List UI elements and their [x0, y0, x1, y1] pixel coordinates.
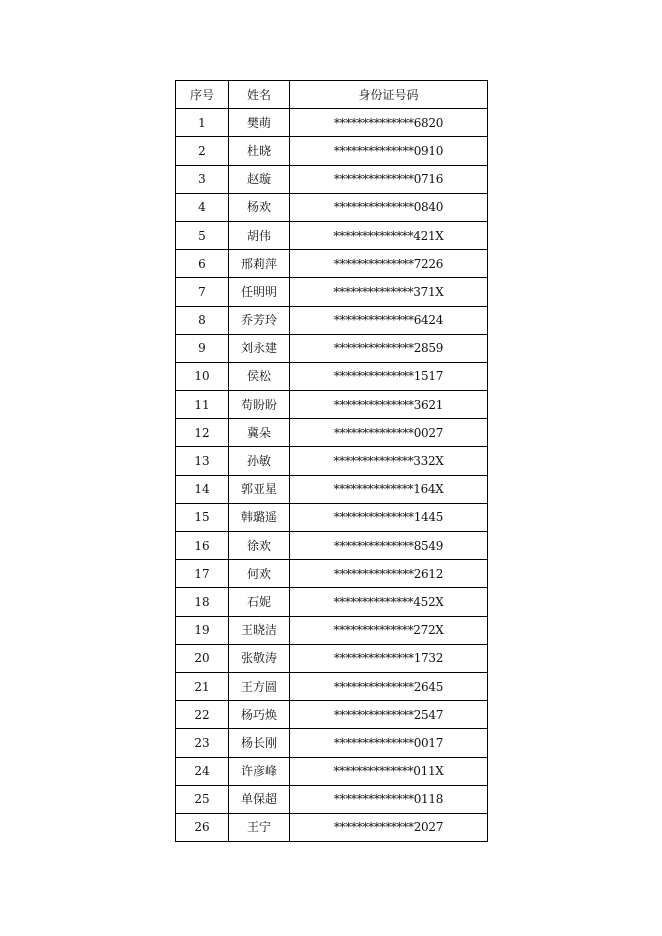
- id-number-cell: **************2612: [290, 560, 488, 588]
- name-cell: 乔芳玲: [229, 306, 290, 334]
- table-row: [176, 137, 488, 165]
- table-row: [176, 250, 488, 278]
- serial-number-cell: 24: [176, 757, 229, 785]
- table-header-row: [176, 81, 488, 109]
- table-row: [176, 475, 488, 503]
- table-row: [176, 616, 488, 644]
- name-cell: 王方圆: [229, 672, 290, 700]
- id-number-cell: **************6424: [290, 306, 488, 334]
- name-cell: 王宁: [229, 813, 290, 841]
- serial-number-cell: 25: [176, 785, 229, 813]
- table-row: [176, 334, 488, 362]
- serial-number-cell: 6: [176, 250, 229, 278]
- name-cell: 王晓洁: [229, 616, 290, 644]
- name-cell: 单保超: [229, 785, 290, 813]
- id-number-cell: **************1517: [290, 362, 488, 390]
- id-number-cell: **************0910: [290, 137, 488, 165]
- name-cell: 何欢: [229, 560, 290, 588]
- name-cell: 杨欢: [229, 193, 290, 221]
- serial-number-cell: 9: [176, 334, 229, 362]
- name-cell: 邢莉萍: [229, 250, 290, 278]
- table-row: [176, 560, 488, 588]
- name-cell: 杜晓: [229, 137, 290, 165]
- name-cell: 徐欢: [229, 532, 290, 560]
- header-serial-number: 序号: [176, 81, 229, 109]
- id-number-cell: **************272X: [290, 616, 488, 644]
- table-row: [176, 362, 488, 390]
- name-cell: 赵璇: [229, 165, 290, 193]
- id-number-cell: **************421X: [290, 221, 488, 249]
- name-cell: 石妮: [229, 588, 290, 616]
- name-cell: 苟盼盼: [229, 391, 290, 419]
- serial-number-cell: 2: [176, 137, 229, 165]
- id-number-cell: **************3621: [290, 391, 488, 419]
- serial-number-cell: 13: [176, 447, 229, 475]
- table-row: [176, 278, 488, 306]
- name-cell: 许彦峰: [229, 757, 290, 785]
- id-number-cell: **************371X: [290, 278, 488, 306]
- id-number-cell: **************011X: [290, 757, 488, 785]
- id-number-cell: **************8549: [290, 532, 488, 560]
- name-cell: 郭亚星: [229, 475, 290, 503]
- serial-number-cell: 4: [176, 193, 229, 221]
- table-row: [176, 729, 488, 757]
- id-number-cell: **************1732: [290, 644, 488, 672]
- serial-number-cell: 7: [176, 278, 229, 306]
- serial-number-cell: 11: [176, 391, 229, 419]
- name-cell: 冀朵: [229, 419, 290, 447]
- serial-number-cell: 1: [176, 109, 229, 137]
- serial-number-cell: 14: [176, 475, 229, 503]
- id-number-cell: **************7226: [290, 250, 488, 278]
- table-row: [176, 447, 488, 475]
- name-cell: 胡伟: [229, 221, 290, 249]
- table-body: [176, 109, 488, 842]
- table-row: [176, 757, 488, 785]
- serial-number-cell: 23: [176, 729, 229, 757]
- table-row: [176, 532, 488, 560]
- id-number-cell: **************2027: [290, 813, 488, 841]
- id-number-cell: **************1445: [290, 503, 488, 531]
- serial-number-cell: 3: [176, 165, 229, 193]
- serial-number-cell: 17: [176, 560, 229, 588]
- table-row: [176, 672, 488, 700]
- id-number-cell: **************2859: [290, 334, 488, 362]
- table-row: [176, 785, 488, 813]
- serial-number-cell: 26: [176, 813, 229, 841]
- serial-number-cell: 10: [176, 362, 229, 390]
- id-number-cell: **************332X: [290, 447, 488, 475]
- header-id-number: 身份证号码: [290, 81, 488, 109]
- serial-number-cell: 21: [176, 672, 229, 700]
- serial-number-cell: 19: [176, 616, 229, 644]
- name-cell: 杨长刚: [229, 729, 290, 757]
- name-cell: 孙敏: [229, 447, 290, 475]
- id-number-cell: **************0118: [290, 785, 488, 813]
- serial-number-cell: 16: [176, 532, 229, 560]
- name-cell: 樊萌: [229, 109, 290, 137]
- id-number-cell: **************0017: [290, 729, 488, 757]
- serial-number-cell: 8: [176, 306, 229, 334]
- id-number-cell: **************2645: [290, 672, 488, 700]
- name-cell: 杨巧焕: [229, 701, 290, 729]
- table-row: [176, 813, 488, 841]
- serial-number-cell: 18: [176, 588, 229, 616]
- serial-number-cell: 12: [176, 419, 229, 447]
- table-row: [176, 588, 488, 616]
- table-row: [176, 306, 488, 334]
- name-cell: 韩璐遥: [229, 503, 290, 531]
- table-row: [176, 109, 488, 137]
- table-row: [176, 419, 488, 447]
- id-number-cell: **************2547: [290, 701, 488, 729]
- serial-number-cell: 22: [176, 701, 229, 729]
- table-row: [176, 701, 488, 729]
- roster-table: [175, 80, 488, 842]
- header-name: 姓名: [229, 81, 290, 109]
- id-number-cell: **************0027: [290, 419, 488, 447]
- table-row: [176, 193, 488, 221]
- serial-number-cell: 5: [176, 221, 229, 249]
- id-number-cell: **************164X: [290, 475, 488, 503]
- serial-number-cell: 15: [176, 503, 229, 531]
- table-row: [176, 391, 488, 419]
- name-cell: 张敬涛: [229, 644, 290, 672]
- serial-number-cell: 20: [176, 644, 229, 672]
- id-number-cell: **************0716: [290, 165, 488, 193]
- name-cell: 侯松: [229, 362, 290, 390]
- table-row: [176, 165, 488, 193]
- id-number-cell: **************452X: [290, 588, 488, 616]
- document-page: [175, 80, 487, 842]
- table-row: [176, 503, 488, 531]
- table-row: [176, 221, 488, 249]
- id-number-cell: **************6820: [290, 109, 488, 137]
- table-row: [176, 644, 488, 672]
- name-cell: 刘永建: [229, 334, 290, 362]
- name-cell: 任明明: [229, 278, 290, 306]
- id-number-cell: **************0840: [290, 193, 488, 221]
